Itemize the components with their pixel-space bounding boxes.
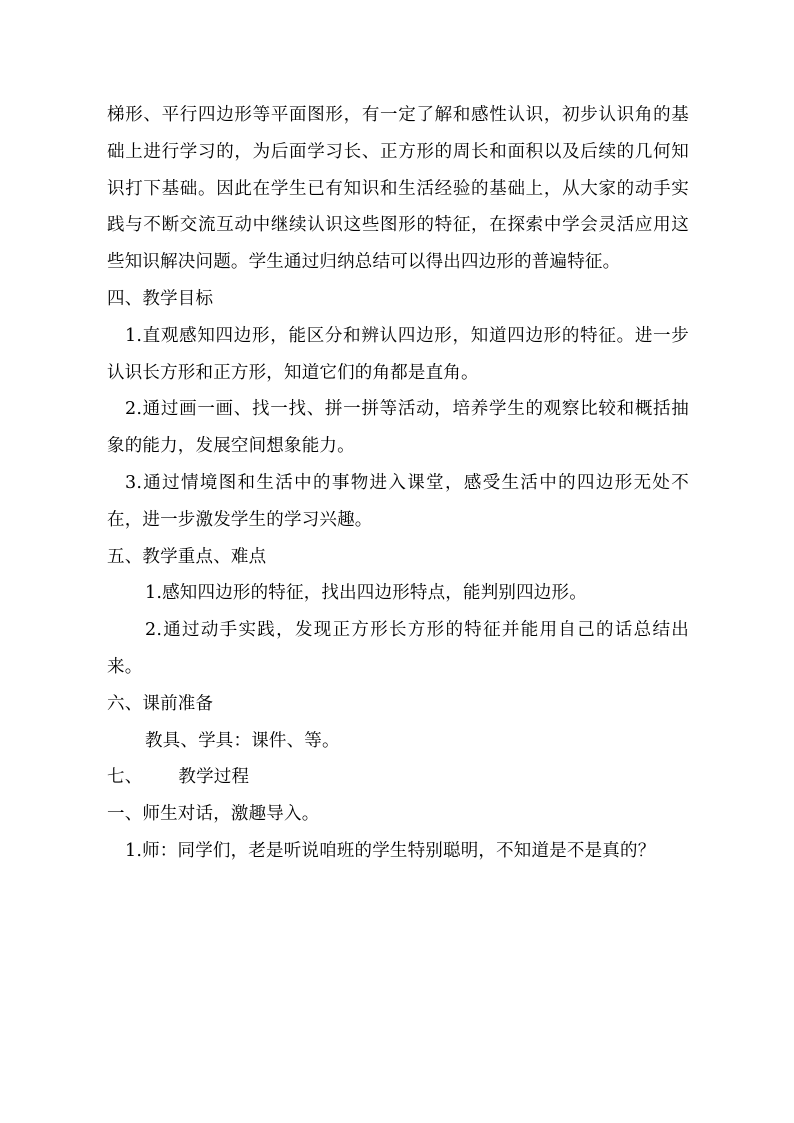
goal-item-1: 1.直观感知四边形，能区分和辨认四边形，知道四边形的特征。进一步认识长方形和正方形，知道它们的角都是直角。 bbox=[107, 325, 689, 383]
goal-item-2: 2.通过画一画、找一找、拼一拼等活动，培养学生的观察比较和概括抽象的能力，发展空间想象能力。 bbox=[107, 399, 689, 457]
key-point-item-2: 2.通过动手实践，发现正方形长方形的特征并能用自己的话总结出来。 bbox=[107, 620, 689, 677]
document-content bbox=[107, 97, 689, 870]
section-seven-heading bbox=[107, 759, 689, 796]
continued-paragraph: 梯形、平行四边形等平面图形，有一定了解和感性认识，初步认识角的基础上进行学习的，为后面学习长、正方形的周长和面积以及后续的几何知识打下基础。因此在学生已有知识和生活经验的基础上，从大家的动手实践与不断交流互动中继续认识这些图形的特征，在探索中学会灵活应用这些知识解决问题。学生通过归纳总结可以得出四边形的普遍特征。 bbox=[107, 105, 689, 273]
process-step-one-item: 1.师：同学们，老是听说咱班的学生特别聪明，不知道是不是真的？ bbox=[125, 840, 656, 861]
section-seven-label: 七、 bbox=[107, 767, 143, 788]
goal-item-3: 3.通过情境图和生活中的事物进入课堂，感受生活中的四边形无处不在，进一步激发学生的学习兴趣。 bbox=[107, 472, 689, 530]
process-step-one-heading: 一、师生对话，激趣导入。 bbox=[107, 804, 320, 825]
section-five-heading: 五、教学重点、难点 bbox=[107, 546, 267, 567]
section-seven-title: 教学过程 bbox=[178, 767, 250, 788]
section-four-heading: 四、教学目标 bbox=[107, 288, 214, 309]
key-point-item-1: 1.感知四边形的特征，找出四边形特点，能判别四边形。 bbox=[145, 583, 587, 604]
preparation-text: 教具、学具：课件、等。 bbox=[145, 730, 340, 751]
section-six-heading: 六、课前准备 bbox=[107, 693, 214, 714]
